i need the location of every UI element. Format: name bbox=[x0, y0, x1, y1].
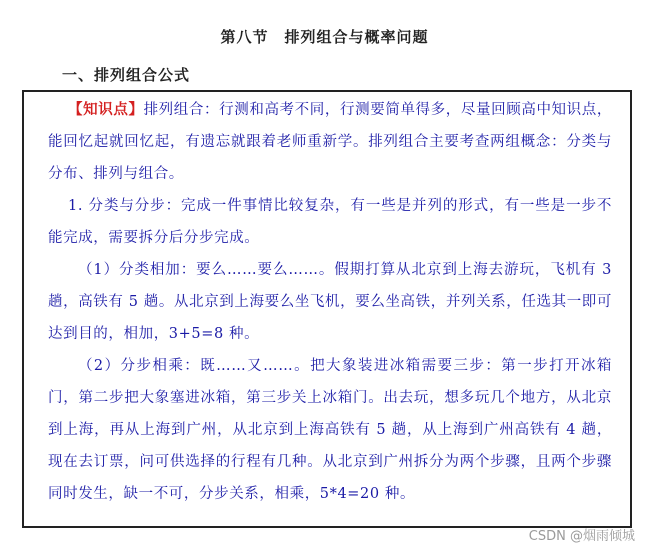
intro-text: 排列组合：行测和高考不同，行测要简单得多，尽量回顾高中知识点，能回忆起就回忆起，有遗忘就跟着老师重新学。排列组合主要考查两组概念：分类与分布、排列与组合。 bbox=[48, 102, 612, 182]
page-title: 第八节 排列组合与概率问题 bbox=[220, 28, 429, 46]
knowledge-paragraph-addition: （1）分类相加：要么……要么……。假期打算从北京到上海去游玩，飞机有 3 趟，高铁有 5 趟。从北京到上海要么坐飞机，要么坐高铁，并列关系，任选其一即可达到目的，相加，3+5=8 种。 bbox=[48, 262, 612, 342]
knowledge-box bbox=[22, 90, 632, 528]
section-heading: 一、排列组合公式 bbox=[62, 66, 191, 84]
knowledge-paragraph-classify: 1. 分类与分步：完成一件事情比较复杂，有一些是并列的形式，有一些是一步不能完成，需要拆分后分步完成。 bbox=[48, 198, 612, 246]
knowledge-paragraph-multiplication: （2）分步相乘：既……又……。把大象装进冰箱需要三步：第一步打开冰箱门，第二步把大象塞进冰箱，第三步关上冰箱门。出去玩，想多玩几个地方，从北京到上海，再从上海到广州，从北京到上海高铁有 5 趟，从上海到广州高铁有 4 趟，现在去订票，问可供选择的行程有几种。从北京到广州拆分为两个步骤，且两个步骤同时发生，缺一不可，分步关系，相乘，5*4=20 种。 bbox=[48, 358, 612, 502]
knowledge-tag: 【知识点】 bbox=[68, 101, 144, 118]
watermark: CSDN @烟雨倾城 bbox=[528, 529, 635, 544]
knowledge-paragraph-intro bbox=[24, 94, 630, 190]
